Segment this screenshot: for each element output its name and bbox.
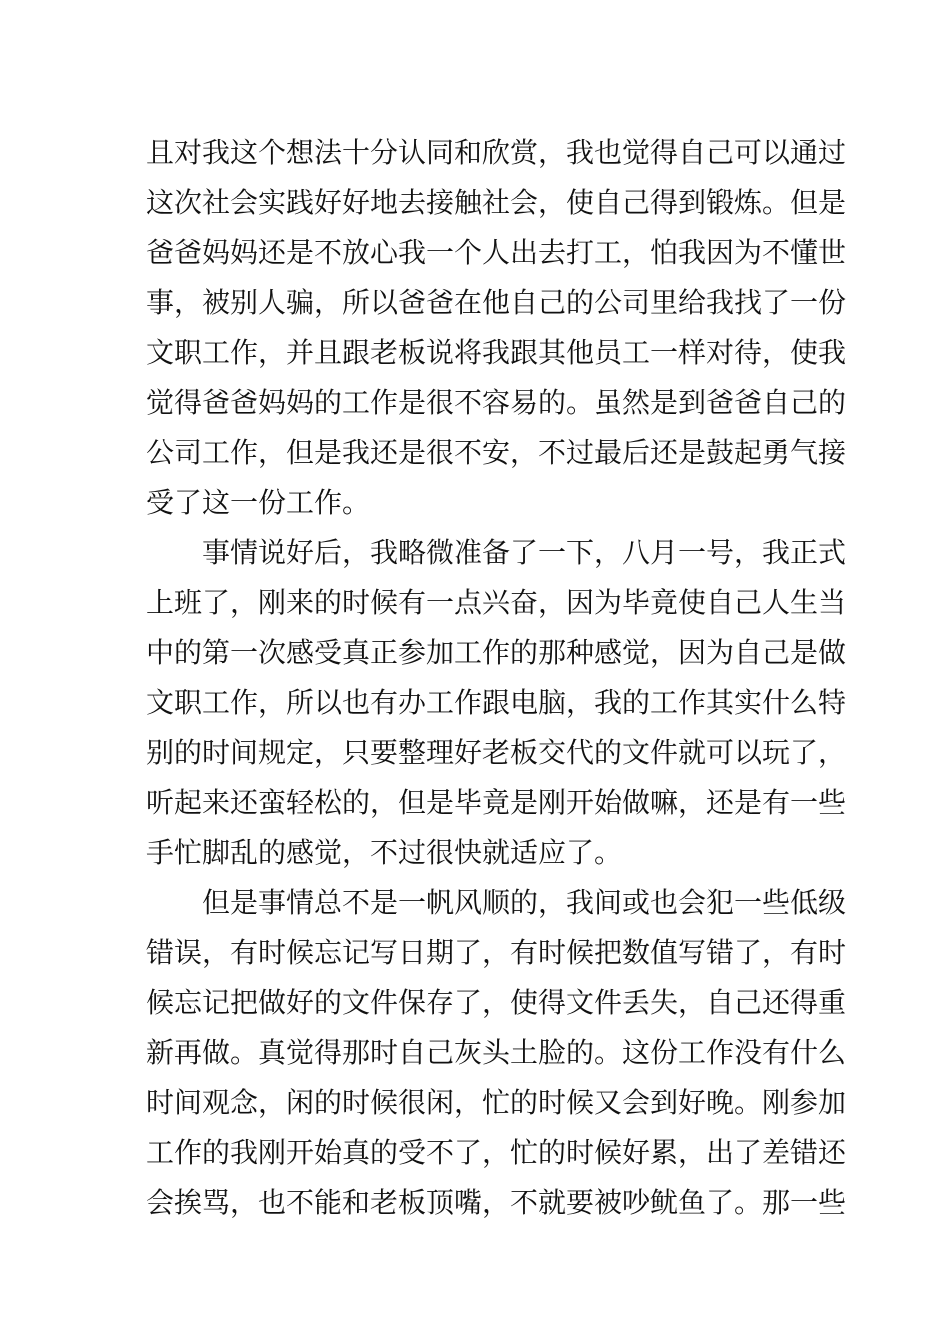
- text-line: 候忘记把做好的文件保存了，使得文件丢失，自己还得重: [146, 986, 847, 1019]
- text-line: 中的第一次感受真正参加工作的那种感觉，因为自己是做: [146, 636, 847, 669]
- text-line: 手忙脚乱的感觉，不过很快就适应了。: [146, 836, 623, 869]
- text-line: 觉得爸爸妈妈的工作是很不容易的。虽然是到爸爸自己的: [146, 386, 847, 419]
- text-line: 时间观念，闲的时候很闲，忙的时候又会到好晚。刚参加: [146, 1086, 847, 1119]
- text-line: 新再做。真觉得那时自己灰头土脸的。这份工作没有什么: [146, 1036, 847, 1069]
- text-line: 听起来还蛮轻松的，但是毕竟是刚开始做嘛，还是有一些: [146, 786, 847, 819]
- body-text: [146, 128, 847, 1228]
- text-line: 工作的我刚开始真的受不了，忙的时候好累，出了差错还: [146, 1136, 847, 1169]
- text-line: 公司工作，但是我还是很不安，不过最后还是鼓起勇气接: [146, 436, 847, 469]
- text-line: 文职工作，并且跟老板说将我跟其他员工一样对待，使我: [146, 336, 847, 369]
- text-line: 别的时间规定，只要整理好老板交代的文件就可以玩了，: [146, 736, 847, 769]
- text-line: 错误，有时候忘记写日期了，有时候把数值写错了，有时: [146, 936, 847, 969]
- text-line: 事，被别人骗，所以爸爸在他自己的公司里给我找了一份: [146, 286, 847, 319]
- paragraph-start-line: 事情说好后，我略微准备了一下，八月一号，我正式: [202, 536, 847, 569]
- text-line: 文职工作，所以也有办工作跟电脑，我的工作其实什么特: [146, 686, 847, 719]
- text-line: 受了这一份工作。: [146, 486, 371, 519]
- paragraph-start-line: 但是事情总不是一帆风顺的，我间或也会犯一些低级: [202, 886, 847, 919]
- text-line: 这次社会实践好好地去接触社会，使自己得到锻炼。但是: [146, 186, 847, 219]
- text-line: 会挨骂，也不能和老板顶嘴，不就要被吵鱿鱼了。那一些: [146, 1186, 847, 1219]
- text-line: 爸爸妈妈还是不放心我一个人出去打工，怕我因为不懂世: [146, 236, 847, 269]
- text-line: 且对我这个想法十分认同和欣赏，我也觉得自己可以通过: [146, 136, 847, 169]
- text-line: 上班了，刚来的时候有一点兴奋，因为毕竟使自己人生当: [146, 586, 847, 619]
